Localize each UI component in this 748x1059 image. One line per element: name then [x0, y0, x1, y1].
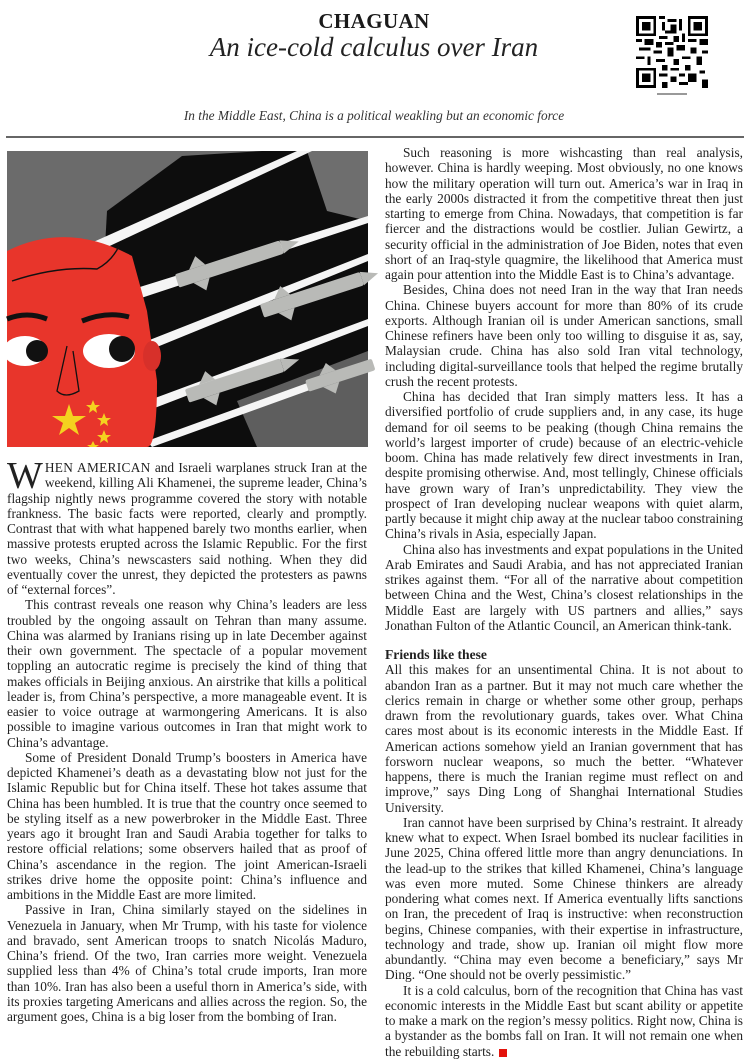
paragraph: Iran cannot have been surprised by China’s restraint. It already knew what to expect. When Israel bombed its nuclear facilities in June 2025, China offered little more than angry denunciations. In the lead-up to the strikes that killed Khamenei, China’s language was even more muted. Some Chinese thinkers are already pondering what comes next. If America eventually lifts sanctions on Iran, the precedent of Iraq is instructive: when reconstruction begins, Chinese companies, with their expertise in infrastructure, technology and trade, show up. Iranian oil might flow more abundantly. “China may even become a beneficiary,” says Mr Ding. “One should not be overly pessimistic.” — [385, 814, 743, 983]
illustration-image — [7, 151, 368, 447]
qr-code-icon — [636, 16, 708, 88]
article-column-right — [385, 145, 743, 1059]
paragraph — [7, 455, 367, 597]
paragraph — [385, 983, 743, 1059]
paragraph: Some of President Donald Trump’s boosters in America have depicted Khamenei’s death as a devastating blow not just for the Islamic Republic but for China itself. These hot takes assume that China has been humbled. It is true that the country once seemed to be styling itself as a new powerbroker in the Middle East. Three years ago it brought Iran and Saudi Arabia together for talks to restore official relations; some observers hailed that as proof of China’s ascendance in the region. The joint American-Israeli strikes drive home the opposite point: China’s influence and ambitions in the Middle East are more limited. — [7, 749, 367, 902]
paragraph: China also has investments and expat populations in the United Arab Emirates and Saudi Arabia, and has not appreciated Iranian strikes against them. “For all of the narrative about competition between China and the West, China’s closest relationships in the Middle East are largely with US partners and allies,” says Jonathan Fulton of the Atlantic Council, an American think-tank. — [385, 541, 743, 633]
lead-in: HEN AMERICAN — [44, 460, 151, 475]
ear — [143, 341, 161, 371]
qr-code[interactable] — [636, 16, 708, 102]
qr-caption — [657, 93, 687, 95]
article-headline: An ice-cold calculus over Iran — [209, 32, 539, 62]
article-header — [0, 0, 748, 137]
left-pupil — [26, 340, 48, 362]
paragraph: China has decided that Iran simply matters less. It has a diversified portfolio of crude suppliers and, in any case, its huge demand for oil seems to be peaking (though China remains the world’s largest importer of crude) because of an electric-vehicle boom. China has made relatively few direct investments in Iran, despite promising otherwise. And, most tellingly, Chinese officials have grown wary of Iran’s unpredictability. They view the prospect of Iran developing nuclear weapons with quiet alarm, partly because it might chip away at the nuclear taboo constraining China’s rivals in Asia, especially Japan. — [385, 389, 743, 542]
section-subhead: Friends like these — [385, 647, 487, 662]
paragraph-text: and Israeli warplanes struck Iran at the weekend, killing Ali Khamenei, the supreme leader, China’s flagship nightly news programme covered the story with notable frankness. The basic facts were reported, clearly and promptly. Contrast that with what happened barely two months earlier, when massive protests erupted across the Islamic Republic. For the first two weeks, China’s newscasters said nothing. When they did eventually cover the unrest, they depicted the protesters as pawns of “external forces”. — [7, 460, 367, 597]
article-column-left — [7, 455, 367, 1024]
drop-cap: W — [7, 455, 43, 497]
header-divider — [6, 136, 744, 138]
right-pupil — [109, 336, 135, 362]
paragraph: This contrast reveals one reason why China’s leaders are less troubled by the ongoing assault on Tehran than many assume. China was alarmed by Iranians rising up in late December against their own government. The spectacle of a popular movement toppling an autocratic regime is precisely the kind of thing that makes officials in Beijing anxious. An airstrike that kills a political leader is, from China’s perspective, a more manageable event. It is easier to voice outrage at warmongering Americans. It is also possible to imagine various outcomes in Iran that might work to China’s advantage. — [7, 597, 367, 750]
paragraph: All this makes for an unsentimental China. It is not about to abandon Iran as a partner. But it may not much care whether the clerics remain in charge or whether some other group, perhaps drawn from the revolutionary guards, takes over. What China cares most about is its economic interests in the Middle East. If American actions somehow yield an Iranian government that has forsworn nuclear weapons, so much the better. “Whatever happens, there is much the Iranian regime must reflect on and improve,” says Ding Long of Shanghai International Studies University. — [385, 662, 743, 815]
end-mark-icon — [499, 1049, 507, 1057]
paragraph: Such reasoning is more wishcasting than real analysis, however. China is hardly weeping. Most obviously, no one knows how the military operation will turn out. America’s war in Iraq in the early 2000s distracted it from the competitive threat then just starting to emerge from China. Nowadays, that competition is far fiercer and the distractions would be costlier. Julian Gewirtz, a security official in the administration of Joe Biden, notes that even short of an Iraq-style quagmire, the likelihood that America must again pour attention into the Middle East is to China’s advantage. — [385, 145, 743, 282]
article-illustration — [7, 151, 368, 447]
paragraph: Besides, China does not need Iran in the way that Iran needs China. Chinese buyers account for more than 80% of its crude exports. Although Iranian oil is under American sanctions, small Chinese refiners have been only too willing to disguise it as, say, Malaysian crude. China has also sold Iran vital technology, including digital-surveillance tools that helped the regime brutally crush the recent protests. — [385, 282, 743, 389]
paragraph: Passive in Iran, China similarly stayed on the sidelines in Venezuela in January, when Mr Trump, with his taste for violence and bravado, sent American troops to snatch Nicolás Maduro, China’s friend. Of the two, Iran carries more weight. Venezuela supplied less than 4% of China’s total crude imports, Iran more than 10%. Iran has also been a useful thorn in America’s side, with its proxies targeting Americans and allies across the region. So, the argument goes, China is a big loser from the bombing of Iran. — [7, 902, 367, 1024]
paragraph-text: It is a cold calculus, born of the recognition that China has vast economic interests in the Middle East but scant ability or appetite to make a mark on the region’s messy politics. Right now, China is a bystander as the bombs fall on Iran. It will not remain one when the rebuilding starts. — [385, 982, 743, 1059]
column-kicker: CHAGUAN — [318, 9, 430, 33]
article-rubric: In the Middle East, China is a political weakling but an economic force — [183, 108, 565, 123]
